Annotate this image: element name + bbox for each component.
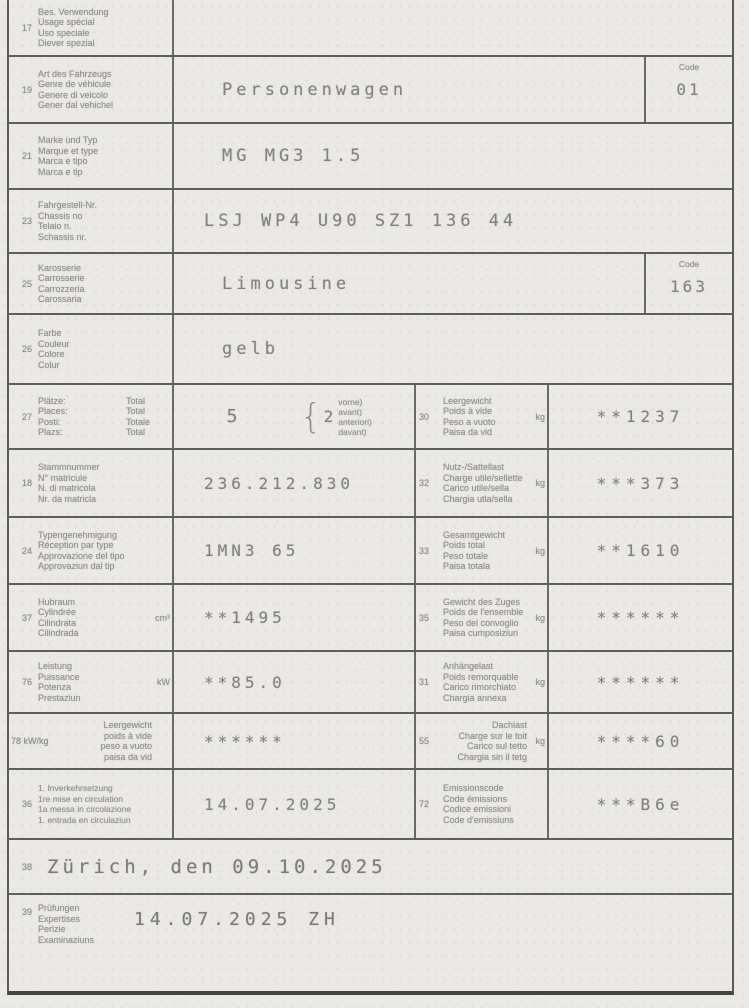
row-first-registration-and-emissions-code [9, 768, 732, 838]
row-serial-and-payload [9, 448, 732, 516]
field-labels-seats [33, 385, 174, 448]
field-number-25: 25 [21, 278, 32, 289]
field-value-towing-capacity: ****** [596, 672, 685, 692]
unit-kg: kg [535, 735, 545, 746]
field-labels-inspections: Prüfungen Expertises Perizie Examinaziuns [38, 903, 95, 945]
field-displacement [9, 585, 416, 650]
field-value-power-weight-ratio: ****** [204, 731, 286, 751]
code-value-vehicle-type: 01 [676, 80, 702, 99]
field-number-19: 19 [21, 84, 32, 95]
field-labels-color: Farbe Couleur Colore Colur [33, 315, 174, 383]
field-labels-power: kW Leistung Puissance Potenza Prestaziun [33, 652, 174, 712]
row-color [9, 313, 732, 383]
field-labels-make-type: Marke und Typ Marque et type Marca e tipo Marca e tip [33, 124, 174, 188]
code-label: Code [678, 62, 700, 72]
code-cell-body-style [644, 254, 732, 313]
field-number-26: 26 [21, 344, 32, 354]
code-label: Code [678, 259, 700, 269]
field-emissions-code [416, 770, 732, 838]
field-labels-serial-number: Stammnummer N° matricule N. di matricola Nr. da matricla [33, 450, 174, 516]
seats-labels-left: Plätze: Places: Posti: Plazs: [38, 395, 68, 437]
seats-front-value: 2 [323, 407, 334, 426]
field-number-55: 55 [419, 736, 430, 746]
field-value-power: **85.0 [204, 672, 286, 692]
code-cell-vehicle-type [644, 57, 732, 122]
field-train-weight [416, 585, 732, 650]
row-issue-place-date [9, 838, 732, 893]
seats-labels-right: Total Total Totale Total [126, 395, 151, 437]
unit-kg: kg [535, 545, 545, 556]
field-value-color: gelb [222, 339, 279, 359]
field-power-weight-ratio [9, 714, 416, 768]
field-number-39: 39 [21, 907, 32, 917]
field-first-registration [9, 770, 416, 838]
field-total-weight [416, 518, 732, 583]
field-value-payload: ***373 [596, 473, 685, 493]
field-number-32: 32 [419, 478, 430, 488]
field-labels-total-weight: kg Gesamtgewicht Poids total Peso totale Paisa totala [438, 518, 549, 583]
brace-glyph: { [300, 396, 322, 437]
unit-kg: kg [535, 612, 545, 623]
field-value-emissions-code: ***B6e [596, 794, 685, 814]
field-number-27: 27 [21, 411, 32, 422]
code-value-body-style: 163 [670, 277, 708, 296]
field-empty-weight [416, 385, 732, 448]
field-number-37: 37 [21, 612, 32, 623]
field-value-total-weight: **1610 [596, 541, 685, 560]
field-labels-train-weight: kg Gewicht des Zuges Poids de l'ensemble Peso del convoglio Paisa cumposiziun [438, 585, 549, 650]
field-serial-number [9, 450, 416, 516]
field-labels-power-weight-ratio: Leergewicht poids à vide peso a vuoto paisa da vid [61, 714, 174, 768]
registration-document-sheet [7, 0, 734, 995]
field-labels-type-approval: Typengenehmigung Réception par type Approvazione del tipo Approvaziun dal tip [33, 518, 174, 583]
field-power [9, 652, 416, 712]
field-number-18: 18 [21, 478, 32, 488]
field-labels-empty-weight: kg Leergewicht Poids à vide Peso a vuoto Paisa da vid [438, 385, 549, 448]
row-power-weight-ratio-and-roof-load [9, 712, 732, 768]
field-payload [416, 450, 732, 516]
field-number-21: 21 [21, 151, 32, 161]
field-seats [9, 385, 416, 448]
field-value-chassis-number: LSJ WP4 U90 SZ1 136 44 [204, 211, 518, 231]
field-value-vehicle-type: Personenwagen [222, 79, 408, 100]
field-roof-load [416, 714, 732, 768]
field-number-33: 33 [419, 545, 430, 556]
row-type-approval-and-total-weight [9, 516, 732, 583]
field-number-23: 23 [21, 216, 32, 226]
field-value-type-approval: 1MN3 65 [204, 541, 300, 560]
field-labels-chassis-number: Fahrgestell-Nr. Chassis no Telaio n. Schassis nr. [33, 190, 174, 252]
field-value-first-registration: 14.07.2025 [204, 794, 341, 814]
row-inspections [9, 893, 732, 995]
field-value-inspections: 14.07.2025 ZH [134, 909, 340, 930]
field-labels-displacement: cm³ Hubraum Cylindrée Cilindrata Cilindrada [33, 585, 174, 650]
field-labels-body-style: Karosserie Carrosserie Carrozzeria Carossaria [33, 254, 174, 313]
row-body-style [9, 252, 732, 313]
field-labels-first-registration: 1. Inverkehrsetzung 1re mise en circulation 1a messa in circolazione 1. entrada en circulaziun [33, 770, 174, 838]
seats-values [174, 385, 414, 448]
field-number-38: 38 [21, 861, 32, 872]
field-number-17: 17 [21, 22, 32, 33]
field-value-serial-number: 236.212.830 [204, 473, 354, 493]
field-labels-emissions-code: Emissionscode Code émissions Codice emissioni Code d'emissiuns [438, 770, 549, 838]
unit-kw: kW [157, 676, 170, 687]
field-value-train-weight: ****** [596, 608, 685, 627]
seats-total-value: 5 [226, 406, 238, 427]
field-value-empty-weight: **1237 [596, 407, 685, 426]
row-vehicle-type [9, 55, 732, 122]
field-labels-payload: kg Nutz-/Sattellast Charge utile/sellette Carico utile/sella Chargia utla/sella [438, 450, 549, 516]
field-value-roof-load: ****60 [596, 731, 685, 751]
field-number-76: 76 [21, 677, 32, 687]
field-value-displacement: **1495 [204, 608, 286, 627]
field-number-35: 35 [419, 612, 430, 623]
field-value-body-style: Limousine [222, 273, 351, 294]
field-type-approval [9, 518, 416, 583]
row-make-type [9, 122, 732, 188]
field-value-special-use [174, 0, 732, 55]
seats-front-labels: vorne) avant) anteriori) davant) [338, 396, 372, 437]
field-number-36: 36 [21, 799, 32, 809]
field-labels-towing-capacity: kg Anhängelast Poids remorquable Carico rimorchiato Chargia annexa [438, 652, 549, 712]
row-power-and-towing-capacity [9, 650, 732, 712]
row-displacement-and-train-weight [9, 583, 732, 650]
field-value-make-type: MG MG3 1.5 [222, 146, 365, 166]
unit-cm3: cm³ [155, 612, 170, 623]
field-number-24: 24 [21, 545, 32, 556]
field-labels-special-use: Bes. Verwendung Usage spécial Uso speciale Diever spezial [33, 0, 174, 55]
field-number-78: 78 kW/kg [11, 736, 49, 746]
field-towing-capacity [416, 652, 732, 712]
row-chassis-number [9, 188, 732, 252]
field-labels-vehicle-type: Art des Fahrzeugs Genre de véhicule Genere di veicolo Gener dal vehichel [33, 57, 174, 122]
unit-kg: kg [535, 676, 545, 687]
unit-kg: kg [535, 411, 545, 422]
row-special-use [9, 0, 732, 55]
field-number-30: 30 [419, 411, 430, 422]
seats-front-group [300, 397, 372, 437]
field-labels-roof-load: kg Dachlast Charge sur le toit Carico sul tetto Chargia sin il tetg [438, 714, 549, 768]
unit-kg: kg [535, 477, 545, 488]
row-seats-and-empty-weight [9, 383, 732, 448]
field-number-31: 31 [419, 677, 430, 687]
field-number-72: 72 [419, 799, 430, 809]
field-value-issue-place-date: Zürich, den 09.10.2025 [47, 855, 387, 878]
